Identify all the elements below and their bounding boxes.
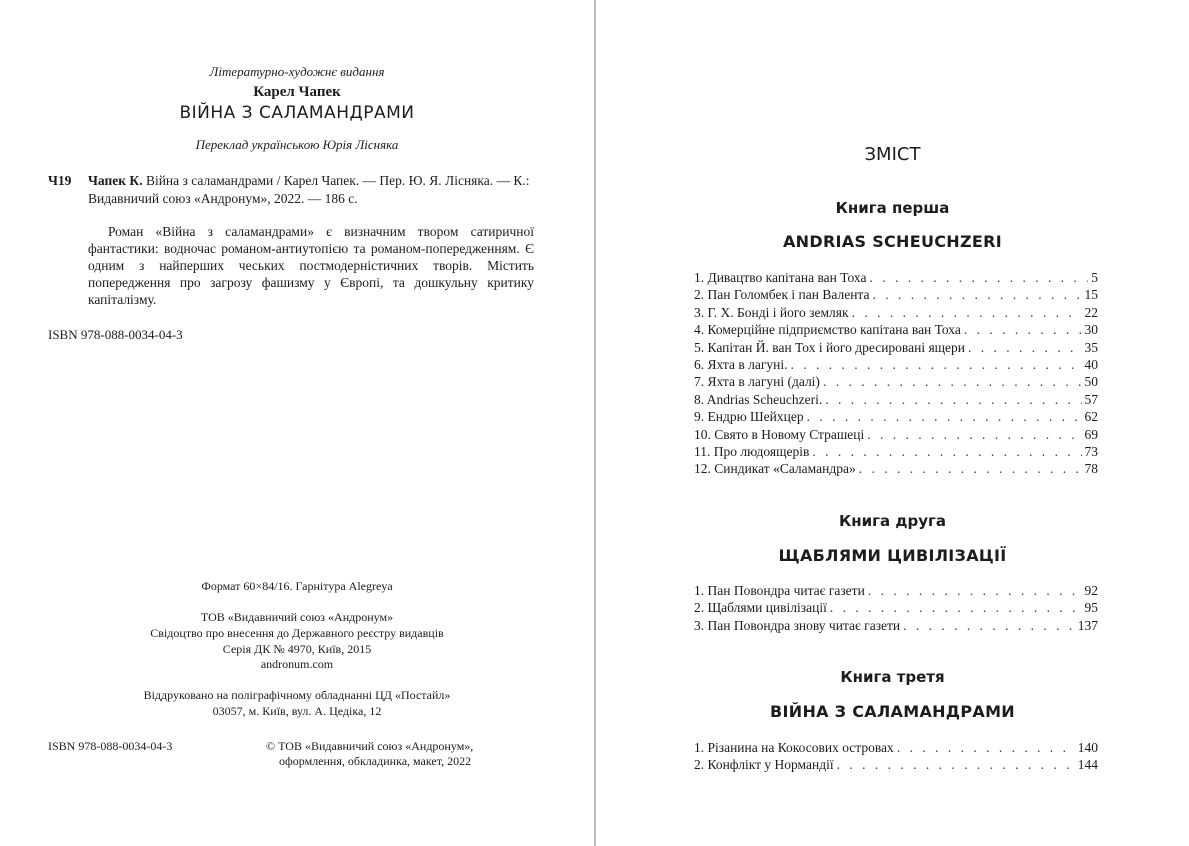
right-page-contents (596, 0, 1189, 846)
dot-leader (869, 270, 1088, 286)
dot-leader (823, 374, 1082, 390)
imprint-format: Формат 60×84/16. Гарнітура Alegreya (201, 579, 393, 593)
chapter-title: 7. Яхта в лагуні (далі) (694, 374, 820, 390)
dot-leader (867, 427, 1081, 443)
book-title: ВІЙНА З САЛАМАНДРАМИ (179, 103, 415, 123)
chapter-title: 4. Комерційне підприємство капітана ван Тоха (694, 322, 961, 338)
toc-row (694, 322, 1098, 339)
isbn-bottom: ISBN 978-088-0034-04-3 (48, 739, 173, 753)
imprint-website: andronum.com (260, 657, 334, 671)
biblio-code: Ч19 (48, 173, 72, 188)
chapter-page: 140 (1077, 740, 1098, 755)
left-page (0, 0, 594, 846)
toc-row (694, 409, 1098, 426)
chapter-page: 92 (1084, 583, 1098, 598)
annotation: Роман «Війна з саламандрами» є визначним твором сатиричної фантастики: водночас романом-антиутопією та романом-попередженням. Є одним з найперших чеських постмодерністичних творів. Містить попередження про загрозу фашизму у Європі, та дошкульну критику капіталізму. (88, 224, 534, 307)
toc-row (694, 618, 1098, 635)
imprint-printed: Віддруковано на поліграфічному обладнанні ЦД «Постайл» (143, 688, 451, 702)
chapter-title: 9. Ендрю Шейхцер (694, 409, 804, 425)
chapter-title: 2. Щаблями цивілізації (694, 600, 827, 616)
chapter-page: 69 (1084, 426, 1098, 442)
dot-leader (807, 409, 1082, 425)
toc-heading: ЗМІСТ (864, 144, 921, 165)
dot-leader (868, 583, 1082, 599)
book-2-chapter-list (694, 583, 1098, 635)
chapter-title: 1. Дивацтво капітана ван Тоха (694, 270, 867, 285)
chapter-page: 35 (1084, 339, 1098, 355)
dot-leader (903, 618, 1075, 634)
author-name: Карел Чапек (253, 84, 341, 100)
chapter-title: 1. Різанина на Кокосових островах (694, 740, 894, 755)
dot-leader (812, 444, 1081, 460)
chapter-page: 22 (1084, 304, 1098, 320)
copyright-line-2: оформлення, обкладинка, макет, 2022 (279, 754, 472, 768)
chapter-page: 73 (1084, 443, 1098, 459)
dot-leader (830, 600, 1082, 616)
toc-row (694, 270, 1098, 287)
chapter-title: 10. Свято в Новому Страшеці (694, 426, 865, 442)
chapter-title: 6. Яхта в лагуні. (694, 356, 788, 372)
toc-row (694, 374, 1098, 391)
toc-row (694, 583, 1098, 600)
biblio-description (88, 172, 578, 208)
translator-credit: Переклад українською Юрія Лісняка (195, 137, 399, 152)
copyright-line-1: © ТОВ «Видавничий союз «Андронум», (266, 739, 474, 753)
imprint-publisher: ТОВ «Видавничий союз «Андронум» (200, 610, 394, 624)
toc-row (694, 340, 1098, 357)
book-1-title: ANDRIAS SCHEUCHZERI (782, 232, 1003, 251)
biblio-author: Чапек К. (88, 173, 143, 188)
chapter-page: 50 (1084, 374, 1098, 390)
chapter-title: 1. Пан Повондра читає газети (694, 583, 865, 598)
book-1-label: Книга перша (835, 199, 950, 217)
chapter-title: 2. Конфлікт у Нормандії (694, 757, 834, 773)
dot-leader (968, 340, 1081, 356)
book-3-title: ВІЙНА З САЛАМАНДРАМИ (770, 702, 1015, 721)
book-3-label: Книга третя (840, 668, 945, 686)
dot-leader (852, 305, 1082, 321)
chapter-page: 137 (1077, 617, 1098, 633)
toc-row (694, 305, 1098, 322)
chapter-page: 95 (1084, 600, 1098, 616)
chapter-title: 12. Синдикат «Саламандра» (694, 461, 856, 477)
toc-row (694, 757, 1098, 774)
chapter-title: 8. Andrias Scheuchzeri. (694, 391, 823, 407)
chapter-page: 57 (1084, 391, 1098, 407)
chapter-page: 144 (1077, 757, 1098, 773)
toc-row (694, 461, 1098, 478)
dot-leader (790, 357, 1081, 373)
book-2-title: ЩАБЛЯМИ ЦИВІЛІЗАЦІЇ (778, 546, 1007, 565)
dot-leader (837, 757, 1075, 773)
toc-row (694, 740, 1098, 757)
chapter-title: 5. Капітан Й. ван Тох і його дресировані ящери (694, 339, 966, 355)
chapter-title: 11. Про людоящерів (694, 443, 810, 459)
chapter-title: 3. Г. Х. Бонді і його земляк (694, 304, 849, 320)
chapter-page: 40 (1084, 356, 1098, 372)
book-3-chapter-list (694, 740, 1098, 775)
isbn-top: ISBN 978-088-0034-04-3 (48, 327, 183, 342)
chapter-page: 78 (1084, 461, 1098, 477)
imprint-certificate: Свідоцтво про внесення до Державного реєстру видавців (150, 626, 444, 640)
toc-row (694, 427, 1098, 444)
chapter-title: 3. Пан Повондра знову читає газети (694, 617, 901, 633)
edition-type: Літературно-художнє видання (209, 64, 385, 79)
chapter-page: 15 (1084, 287, 1098, 303)
toc-row (694, 357, 1098, 374)
toc-row (694, 600, 1098, 617)
chapter-page: 5 (1091, 270, 1098, 285)
dot-leader (897, 740, 1075, 756)
book-2-label: Книга друга (839, 512, 946, 530)
dot-leader (859, 461, 1082, 477)
toc-row (694, 392, 1098, 409)
toc-row (694, 444, 1098, 461)
chapter-page: 30 (1084, 322, 1098, 338)
dot-leader (964, 322, 1082, 338)
imprint-series: Серія ДК № 4970, Київ, 2015 (222, 642, 372, 656)
book-1-chapter-list (694, 270, 1098, 479)
toc-row (694, 287, 1098, 304)
chapter-page: 62 (1084, 409, 1098, 425)
chapter-title: 2. Пан Голомбек і пан Валента (694, 287, 870, 303)
dot-leader (873, 287, 1082, 303)
biblio-text: Війна з саламандрами / Карел Чапек. — Пер. Ю. Я. Лісняка. — К.: Видавничий союз «Андронум», 2022. — 186 с. (88, 173, 530, 206)
imprint-address: 03057, м. Київ, вул. А. Цедіка, 12 (212, 704, 382, 718)
dot-leader (825, 392, 1081, 408)
